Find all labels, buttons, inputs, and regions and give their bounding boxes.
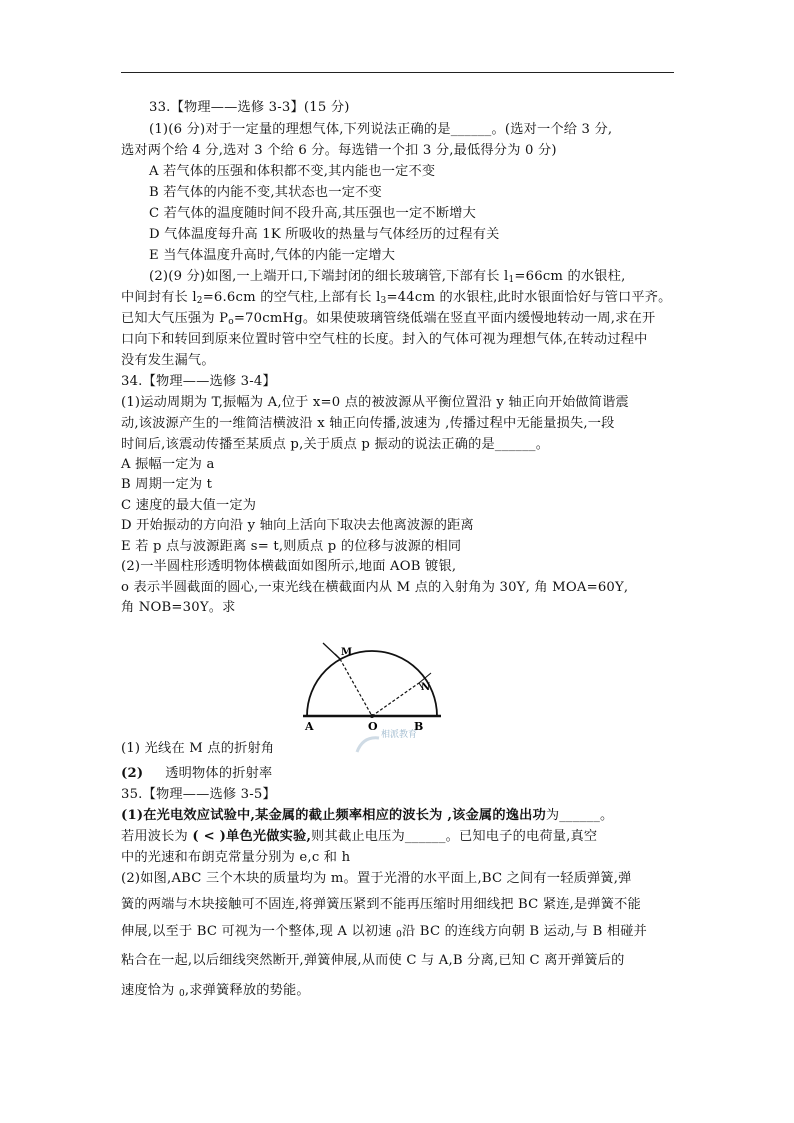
q35-header: 35.【物理——选修 3-5】	[121, 787, 276, 802]
q33-option-b: B 若气体的内能不变,其状态也一定不变	[149, 185, 382, 200]
q35-part2-line3: 伸展,以至于 BC 可视为一个整体,现 A 以初速 $_0$沿 BC 的连线方向朝 B 运动,与 B 相碰并	[121, 924, 648, 940]
normal-on	[372, 683, 419, 716]
label-o: O	[368, 720, 378, 733]
label-a: A	[305, 720, 314, 733]
q34-option-c: C 速度的最大值一定为	[121, 498, 257, 513]
q34-part2-line1: (2)一半圆柱形透明物体横截面如图所示,地面 AOB 镀银,	[121, 559, 457, 574]
q33-option-e: E 当气体温度升高时,气体的内能一定增大	[149, 248, 396, 263]
q35-part2-line2: 簧的两端与木块接触可不固连,将弹簧压紧到不能再压缩时用细线把 BC 紧连,是弹簧不能	[121, 897, 641, 912]
header-rule	[121, 72, 674, 73]
q35-part2-line1: (2)如图,ABC 三个木块的质量均为 m。置于光滑的水平面上,BC 之间有一轻质弹簧,弹	[121, 871, 632, 886]
q33-part1-line1: (1)(6 分)对于一定量的理想气体,下列说法正确的是______。(选对一个给 3 分,	[149, 122, 613, 137]
q34-part1-line2: 动,该波源产生的一维简洁横波沿 x 轴正向传播,波速为 ,传播过程中无能量损失,一段	[121, 416, 615, 431]
q33-part2-line1: (2)(9 分)如图,一上端开口,下端封闭的细长玻璃管,下部有长 $l_1=66cm$ 的水银柱,	[149, 269, 626, 285]
watermark-text: 相派教育	[381, 730, 418, 740]
q34-option-a: A 振幅一定为 a	[121, 457, 215, 472]
label-n: N	[421, 682, 431, 693]
q34-option-d: D 开始振动的方向沿 y 轴向上活向下取决去他离波源的距离	[121, 518, 474, 533]
q35-part2-line4: 粘合在一起,以后细线突然断开,弹簧伸展,从而使 C 与 A,B 分离,已知 C 离开弹簧后的	[121, 953, 625, 968]
q33-option-c: C 若气体的温度随时间不段升高,其压强也一定不断增大	[149, 206, 476, 221]
q34-ask-2: (2) 透明物体的折射率	[121, 766, 273, 781]
q33-header: 33.【物理——选修 3-3】(15 分)	[149, 100, 350, 115]
q33-part2-line2: 中间封有长 $l_2=6.6cm$ 的空气柱,上部有长 $l_3=44cm$ 的水银柱,此时水银面恰好与管口平齐。	[121, 290, 672, 306]
q33-option-d: D 气体温度每升高 1K 所吸收的热量与气体经历的过程有关	[149, 227, 500, 242]
center-o-dot	[370, 714, 374, 718]
q35-part2-line5: 速度恰为 $_0$,求弹簧释放的势能。	[121, 983, 310, 999]
q34-header: 34.【物理——选修 3-4】	[121, 374, 276, 389]
label-m: M	[341, 647, 353, 658]
q34-part1-line1: (1)运动周期为 T,振幅为 A,位于 x=0 点的被波源从平衡位置沿 y 轴正向开始做简谐震	[121, 395, 629, 410]
q33-part2-line3: 已知大气压强为 $P_o=70cmHg$。如果使玻璃管绕低端在竖直平面内缓慢地转动一周,求在开	[121, 311, 656, 327]
semicircle-optics-figure	[297, 634, 447, 754]
q35-part1-line2: 若用波长为 ( < )单色光做实验,则其截止电压为______。已知电子的电荷量,真空	[121, 829, 598, 844]
q33-part2-line4: 口向下和转回到原来位置时管中空气柱的长度。封入的气体可视为理想气体,在转动过程中	[121, 332, 648, 347]
incident-ray-arrow	[335, 654, 340, 659]
normal-om	[340, 659, 372, 716]
q34-part2-line2: o 表示半圆截面的圆心,一束光线在横截面内从 M 点的入射角为 30Υ, 角 MOA=60Υ,	[121, 580, 629, 595]
q34-option-e: E 若 p 点与波源距离 s= t,则质点 p 的位移与波源的相同	[121, 539, 462, 554]
label-b: B	[414, 720, 424, 733]
q33-part2-line5: 没有发生漏气。	[121, 353, 215, 368]
q33-part1-line2: 选对两个给 4 分,选对 3 个给 6 分。每选错一个扣 3 分,最低得分为 0 分)	[121, 143, 557, 158]
q34-ask-1: (1) 光线在 M 点的折射角	[121, 741, 275, 756]
q33-option-a: A 若气体的压强和体积都不变,其内能也一定不变	[149, 164, 436, 179]
q35-part1-line3: 中的光速和布朗克常量分别为 e,c 和 h	[121, 850, 351, 865]
q34-part2-line3: 角 NOB=30Υ。求	[121, 600, 236, 615]
q34-option-b: B 周期一定为 t	[121, 477, 213, 492]
q35-part1-line1: (1)在光电效应试验中,某金属的截止频率相应的波长为 ,该金属的逸出功为______。	[121, 808, 614, 823]
watermark-logo	[357, 738, 379, 752]
q34-part1-line3: 时间后,该震动传播至某质点 p,关于质点 p 振动的说法正确的是______。	[121, 437, 550, 452]
